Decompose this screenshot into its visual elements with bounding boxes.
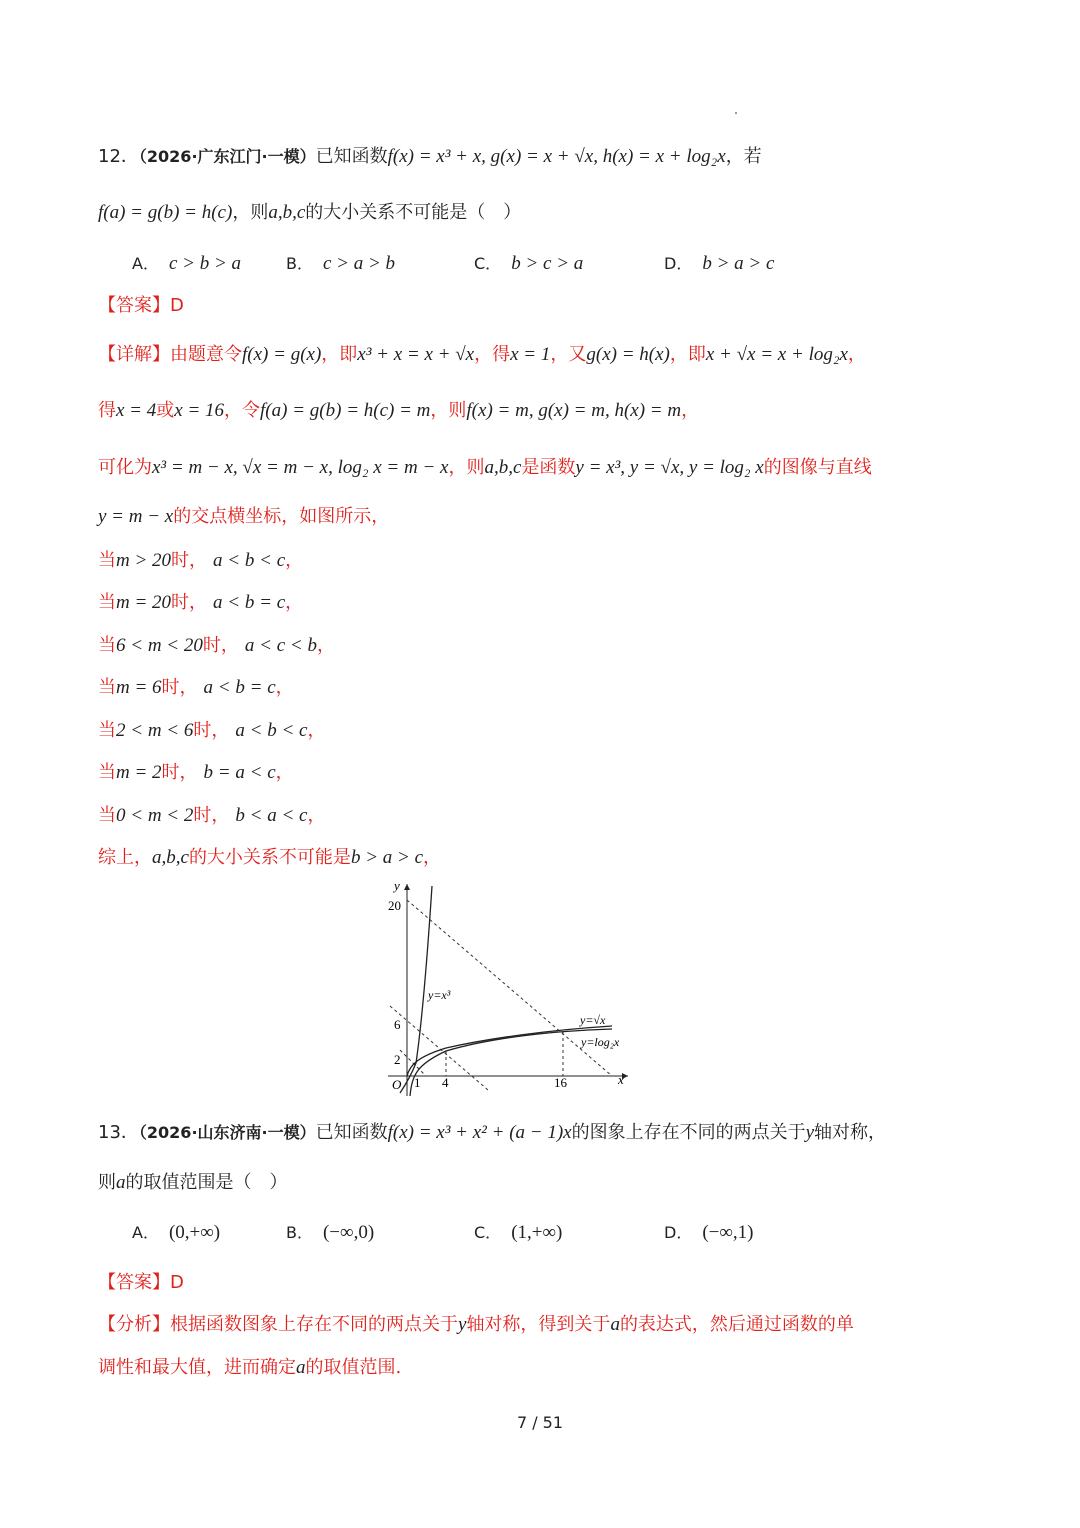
q13-option-d: [664, 1220, 754, 1246]
q13-option-c-label: C．: [474, 1223, 502, 1242]
tick-y-6: 6: [394, 1017, 401, 1032]
case-end: ，: [307, 720, 326, 741]
q12-function-graph: [380, 878, 640, 1098]
q12-option-a: [132, 251, 241, 277]
q12-case-6: [98, 760, 294, 786]
q13-option-b-label: B．: [286, 1223, 313, 1242]
q13-stem-line1: [98, 1120, 886, 1146]
analysis-text: 的取值范围.: [305, 1357, 402, 1378]
tick-x-16: 16: [554, 1075, 567, 1090]
q12-case-2: [98, 590, 303, 616]
page-speck: [735, 112, 737, 114]
q12-option-a-value: c > b > a: [168, 253, 242, 274]
case-pre: 当: [98, 720, 116, 741]
q12-case-1: [98, 548, 303, 574]
q13-stem-formula: f(x) = x³ + x² + (a − 1)x: [387, 1122, 572, 1143]
analysis-text: 根据函数图象上存在不同的两点关于: [170, 1314, 458, 1335]
analysis-var: a: [610, 1314, 620, 1335]
detail-text: ，即: [669, 344, 706, 365]
analysis-text: 轴对称，得到关于: [466, 1314, 611, 1335]
case-end: ，: [275, 677, 294, 698]
case-cond: m = 20: [116, 592, 172, 613]
q13-line2-var: a: [116, 1172, 126, 1193]
q12-stem-line2: [98, 200, 521, 226]
case-rel: a < c < b: [244, 635, 317, 656]
case-cond: 0 < m < 2: [116, 805, 194, 826]
label-log: y=log₂x: [581, 1035, 620, 1049]
case-pre: 当: [98, 592, 116, 613]
x-axis-label: x: [618, 1072, 624, 1087]
detail-text: 是函数: [521, 457, 576, 478]
analysis-text: 的表达式，然后通过函数的单: [619, 1314, 854, 1335]
q12-stem-line1: [98, 144, 762, 170]
case-post: 时，: [202, 635, 239, 656]
summary-formula: b > a > c: [350, 847, 424, 868]
detail-text: ，即: [321, 344, 358, 365]
q12-option-b-label: B．: [286, 254, 313, 273]
q12-line2-text-b: 的大小关系不可能是（ ）: [305, 202, 522, 223]
case-post: 时，: [193, 805, 230, 826]
q13-option-b: [286, 1220, 374, 1246]
case-end: ，: [275, 762, 294, 783]
case-post: 时，: [171, 592, 208, 613]
q12-detail-tag: 【详解】: [98, 344, 170, 365]
detail-formula: a,b,c: [484, 457, 522, 478]
q12-option-d-label: D．: [664, 254, 693, 273]
detail-text: 或: [156, 400, 175, 421]
q12-line2-formula: f(a) = g(b) = h(c): [98, 202, 233, 223]
q12-option-c: [474, 251, 583, 277]
detail-formula: x + √x = x + log₂x: [705, 344, 848, 365]
detail-text: ，得: [474, 344, 511, 365]
q12-detail-line2: [98, 398, 699, 424]
q12-option-b-value: c > a > b: [322, 253, 396, 274]
summary-text: 综上，: [98, 847, 152, 868]
q13-line2-text-a: 则: [98, 1172, 116, 1193]
tick-x-1: 1: [414, 1075, 421, 1090]
q12-stem-text-a: 已知函数: [315, 146, 388, 167]
q12-detail-line3: [98, 455, 872, 481]
q13-option-a-value: (0,+∞): [168, 1222, 221, 1243]
q12-case-5: [98, 718, 325, 744]
analysis-text: 调性和最大值，进而确定: [98, 1357, 296, 1378]
summary-formula: a,b,c: [152, 847, 189, 868]
case-post: 时，: [161, 677, 198, 698]
y-axis-label: y: [394, 878, 400, 893]
q12-case-4: [98, 675, 294, 701]
case-cond: m > 20: [116, 550, 172, 571]
q12-case-3: [98, 633, 335, 659]
q12-stem-formula: f(x) = x³ + x, g(x) = x + √x, h(x) = x + log₂x: [387, 146, 726, 167]
q12-summary: [98, 845, 441, 871]
q13-number: 13．: [98, 1122, 139, 1143]
line-m-2: [400, 1050, 426, 1076]
case-rel: b < a < c: [235, 805, 308, 826]
q13-option-d-value: (−∞,1): [702, 1222, 754, 1243]
tick-y-20: 20: [388, 898, 401, 913]
q13-option-c: [474, 1220, 562, 1246]
detail-formula: x = 4: [116, 400, 157, 421]
q13-option-d-label: D．: [664, 1223, 693, 1242]
case-cond: 6 < m < 20: [116, 635, 203, 656]
detail-text: 可化为: [98, 457, 152, 478]
case-cond: m = 2: [116, 762, 162, 783]
q12-answer-tag: 【答案】: [98, 295, 170, 316]
label-cube: y=x³: [428, 988, 451, 1002]
case-pre: 当: [98, 677, 116, 698]
q12-line2-vars: a,b,c: [268, 202, 306, 223]
case-end: ，: [285, 550, 304, 571]
q12-answer-value: D: [170, 295, 184, 316]
q13-stem-y: y: [805, 1122, 815, 1143]
q13-option-a: [132, 1220, 220, 1246]
q12-option-d-value: b > a > c: [702, 253, 775, 274]
case-rel: a < b = c: [203, 677, 276, 698]
case-post: 时，: [193, 720, 230, 741]
summary-text: ，: [423, 847, 442, 868]
analysis-var: y: [458, 1314, 467, 1335]
summary-text: 的大小关系不可能是: [188, 847, 351, 868]
case-rel: a < b < c: [235, 720, 308, 741]
page-number: 7 / 51: [516, 1413, 564, 1432]
analysis-var: a: [296, 1357, 306, 1378]
label-sqrt: y=√x: [580, 1013, 606, 1027]
q13-answer-value: D: [170, 1272, 184, 1293]
q12-option-c-value: b > c > a: [511, 253, 584, 274]
detail-formula: x = 16: [174, 400, 225, 421]
q13-answer-tag: 【答案】: [98, 1272, 170, 1293]
case-rel: a < b < c: [213, 550, 286, 571]
q13-analysis-tag: 【分析】: [98, 1314, 170, 1335]
origin-label: O: [392, 1077, 402, 1092]
case-end: ，: [307, 805, 326, 826]
q12-option-a-label: A．: [132, 254, 159, 273]
q12-option-c-label: C．: [474, 254, 502, 273]
detail-text: 的图像与直线: [763, 457, 872, 478]
q12-option-d: [664, 251, 774, 277]
detail-formula: y = m − x: [98, 506, 174, 527]
q12-number: 12．: [98, 146, 139, 167]
case-cond: m = 6: [116, 677, 162, 698]
tick-x-4: 4: [442, 1075, 449, 1090]
detail-text: ，令: [224, 400, 261, 421]
q13-option-c-value: (1,+∞): [511, 1222, 563, 1243]
case-rel: b = a < c: [203, 762, 276, 783]
detail-text: ，: [847, 344, 866, 365]
detail-text: ，: [681, 400, 700, 421]
detail-text: 由题意令: [170, 344, 242, 365]
curve-sqrt: [407, 1026, 612, 1076]
detail-formula: y = x³, y = √x, y = log₂ x: [575, 457, 764, 478]
case-end: ，: [316, 635, 335, 656]
q13-analysis-line1: [98, 1312, 854, 1338]
case-pre: 当: [98, 762, 116, 783]
detail-text: 得: [98, 400, 116, 421]
case-post: 时，: [171, 550, 208, 571]
detail-text: ，则: [430, 400, 467, 421]
q13-option-a-label: A．: [132, 1223, 159, 1242]
q13-answer: [98, 1270, 184, 1296]
detail-formula: f(a) = g(b) = h(c) = m: [260, 400, 431, 421]
q13-source: （2026·山东济南·一模）: [138, 1123, 316, 1142]
line-m-6: [390, 1006, 488, 1090]
case-end: ，: [285, 592, 304, 613]
detail-text: 的交点横坐标，如图所示，: [173, 506, 390, 527]
detail-formula: x³ + x = x + √x: [357, 344, 475, 365]
q13-stem-text-a: 已知函数: [315, 1122, 388, 1143]
q13-option-b-value: (−∞,0): [322, 1222, 375, 1243]
case-post: 时，: [161, 762, 198, 783]
case-pre: 当: [98, 635, 116, 656]
q12-case-7: [98, 803, 325, 829]
q13-line2-text-b: 的取值范围是（ ）: [125, 1172, 288, 1193]
q12-line2-text-a: ，则: [232, 202, 269, 223]
detail-formula: f(x) = g(x): [242, 344, 322, 365]
q13-stem-text-c: 轴对称，: [814, 1122, 887, 1143]
case-pre: 当: [98, 550, 116, 571]
q13-stem-text-b: 的图象上存在不同的两点关于: [571, 1122, 806, 1143]
tick-y-2: 2: [394, 1052, 401, 1067]
q12-answer: [98, 293, 184, 319]
detail-text: ，则: [448, 457, 485, 478]
detail-formula: x³ = m − x, √x = m − x, log₂ x = m − x: [152, 457, 449, 478]
q12-option-b: [286, 251, 395, 277]
case-cond: 2 < m < 6: [116, 720, 194, 741]
detail-formula: f(x) = m, g(x) = m, h(x) = m: [466, 400, 682, 421]
q12-detail-line4: [98, 504, 389, 530]
q12-stem-text-b: ，若: [725, 146, 762, 167]
q13-stem-line2: [98, 1170, 288, 1196]
q12-source: （2026·广东江门·一模）: [138, 147, 316, 166]
detail-formula: x = 1: [510, 344, 551, 365]
case-pre: 当: [98, 805, 116, 826]
q12-detail-line1: [98, 342, 866, 368]
case-rel: a < b = c: [213, 592, 286, 613]
detail-formula: g(x) = h(x): [586, 344, 670, 365]
q13-analysis-line2: [98, 1355, 401, 1381]
detail-text: ，又: [550, 344, 587, 365]
